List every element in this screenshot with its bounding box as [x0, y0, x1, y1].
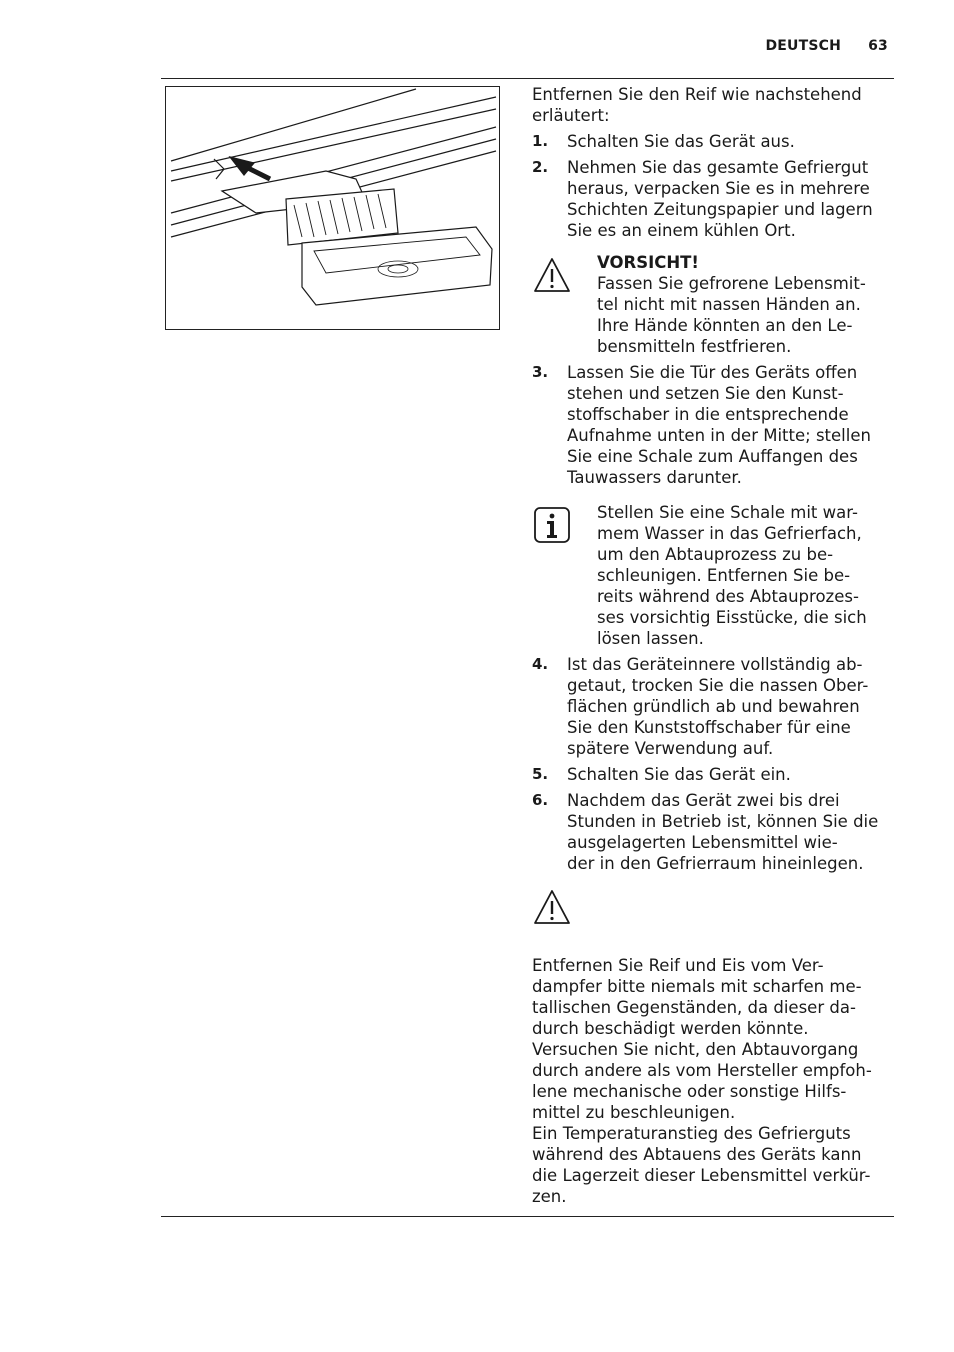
caution-note	[532, 252, 888, 357]
step-text: Nehmen Sie das gesamte Gefriergut heraus, verpacken Sie es in mehrere Schichten Zeitungspapier und lagern Sie es an einem kühlen Ort.	[567, 158, 873, 240]
top-rule	[161, 78, 894, 79]
warning-text: Entfernen Sie Reif und Eis vom Ver- dampfer bitte niemals mit scharfen me- tallischen Gegenständen, da dieser da- durch beschädigt werden könnte. Versuchen Sie nicht, den Abtauvorgang durch andere als vom Hersteller empfoh- lene mechanische oder sonstige Hilfs- mittel zu beschleunigen. Ein Temperaturanstieg des Gefrierguts während des Abtauens des Geräts kann die Lagerzeit dieser Lebensmittel verkür- zen.	[532, 956, 872, 1206]
step-number: 4.	[532, 655, 549, 673]
page-header	[765, 38, 888, 54]
intro-text: Entfernen Sie den Reif wie nachstehend erläutert:	[532, 85, 862, 125]
step-number: 6.	[532, 791, 549, 809]
step-text: Lassen Sie die Tür des Geräts offen stehen und setzen Sie den Kunst- stoffschaber in die entsprechende Aufnahme unten in der Mitte; stellen Sie eine Schale zum Auffangen des Tauwassers darunter.	[567, 363, 871, 487]
section-label: DEUTSCH	[765, 38, 842, 54]
step-item	[532, 790, 888, 874]
info-icon	[532, 506, 572, 544]
instructions-column	[532, 84, 888, 1207]
step-3	[532, 362, 888, 488]
defrost-illustration	[165, 86, 500, 330]
step-text: Nachdem das Gerät zwei bis drei Stunden in Betrieb ist, können Sie die ausgelagerten Lebensmittel wie- der in den Gefrierraum hineinlegen.	[567, 791, 879, 873]
step-text: Schalten Sie das Gerät ein.	[567, 765, 791, 784]
steps-list-b	[532, 654, 888, 874]
step-item	[532, 157, 888, 241]
caution-text: Fassen Sie gefrorene Lebensmit- tel nicht mit nassen Händen an. Ihre Hände könnten an den Le- bensmitteln festfrieren.	[597, 274, 866, 356]
step-number: 1.	[532, 132, 549, 150]
step-text: Schalten Sie das Gerät aus.	[567, 132, 795, 151]
step-item	[532, 764, 888, 785]
step-number: 3.	[532, 363, 549, 381]
step-number: 2.	[532, 158, 549, 176]
step-item	[532, 654, 888, 759]
info-text: Stellen Sie eine Schale mit war- mem Wasser in das Gefrierfach, um den Abtauprozess zu be- schleunigen. Entfernen Sie be- reits während des Abtauprozes- ses vorsichtig Eisstücke, die sich lösen lassen.	[597, 503, 867, 648]
step-text: Ist das Geräteinnere vollständig ab- getaut, trocken Sie die nassen Ober- flächen gründlich ab und bewahren Sie den Kunststoffschaber für eine spätere Verwendung auf.	[567, 655, 869, 758]
page-number: 63	[868, 38, 888, 54]
step-item	[532, 131, 888, 152]
step-number: 5.	[532, 765, 549, 783]
warning-triangle-icon	[532, 888, 572, 926]
bottom-rule	[161, 1216, 894, 1217]
warning-triangle-icon	[532, 256, 572, 294]
steps-list-a	[532, 131, 888, 241]
caution-title: VORSICHT!	[597, 253, 699, 272]
info-note	[532, 502, 888, 649]
